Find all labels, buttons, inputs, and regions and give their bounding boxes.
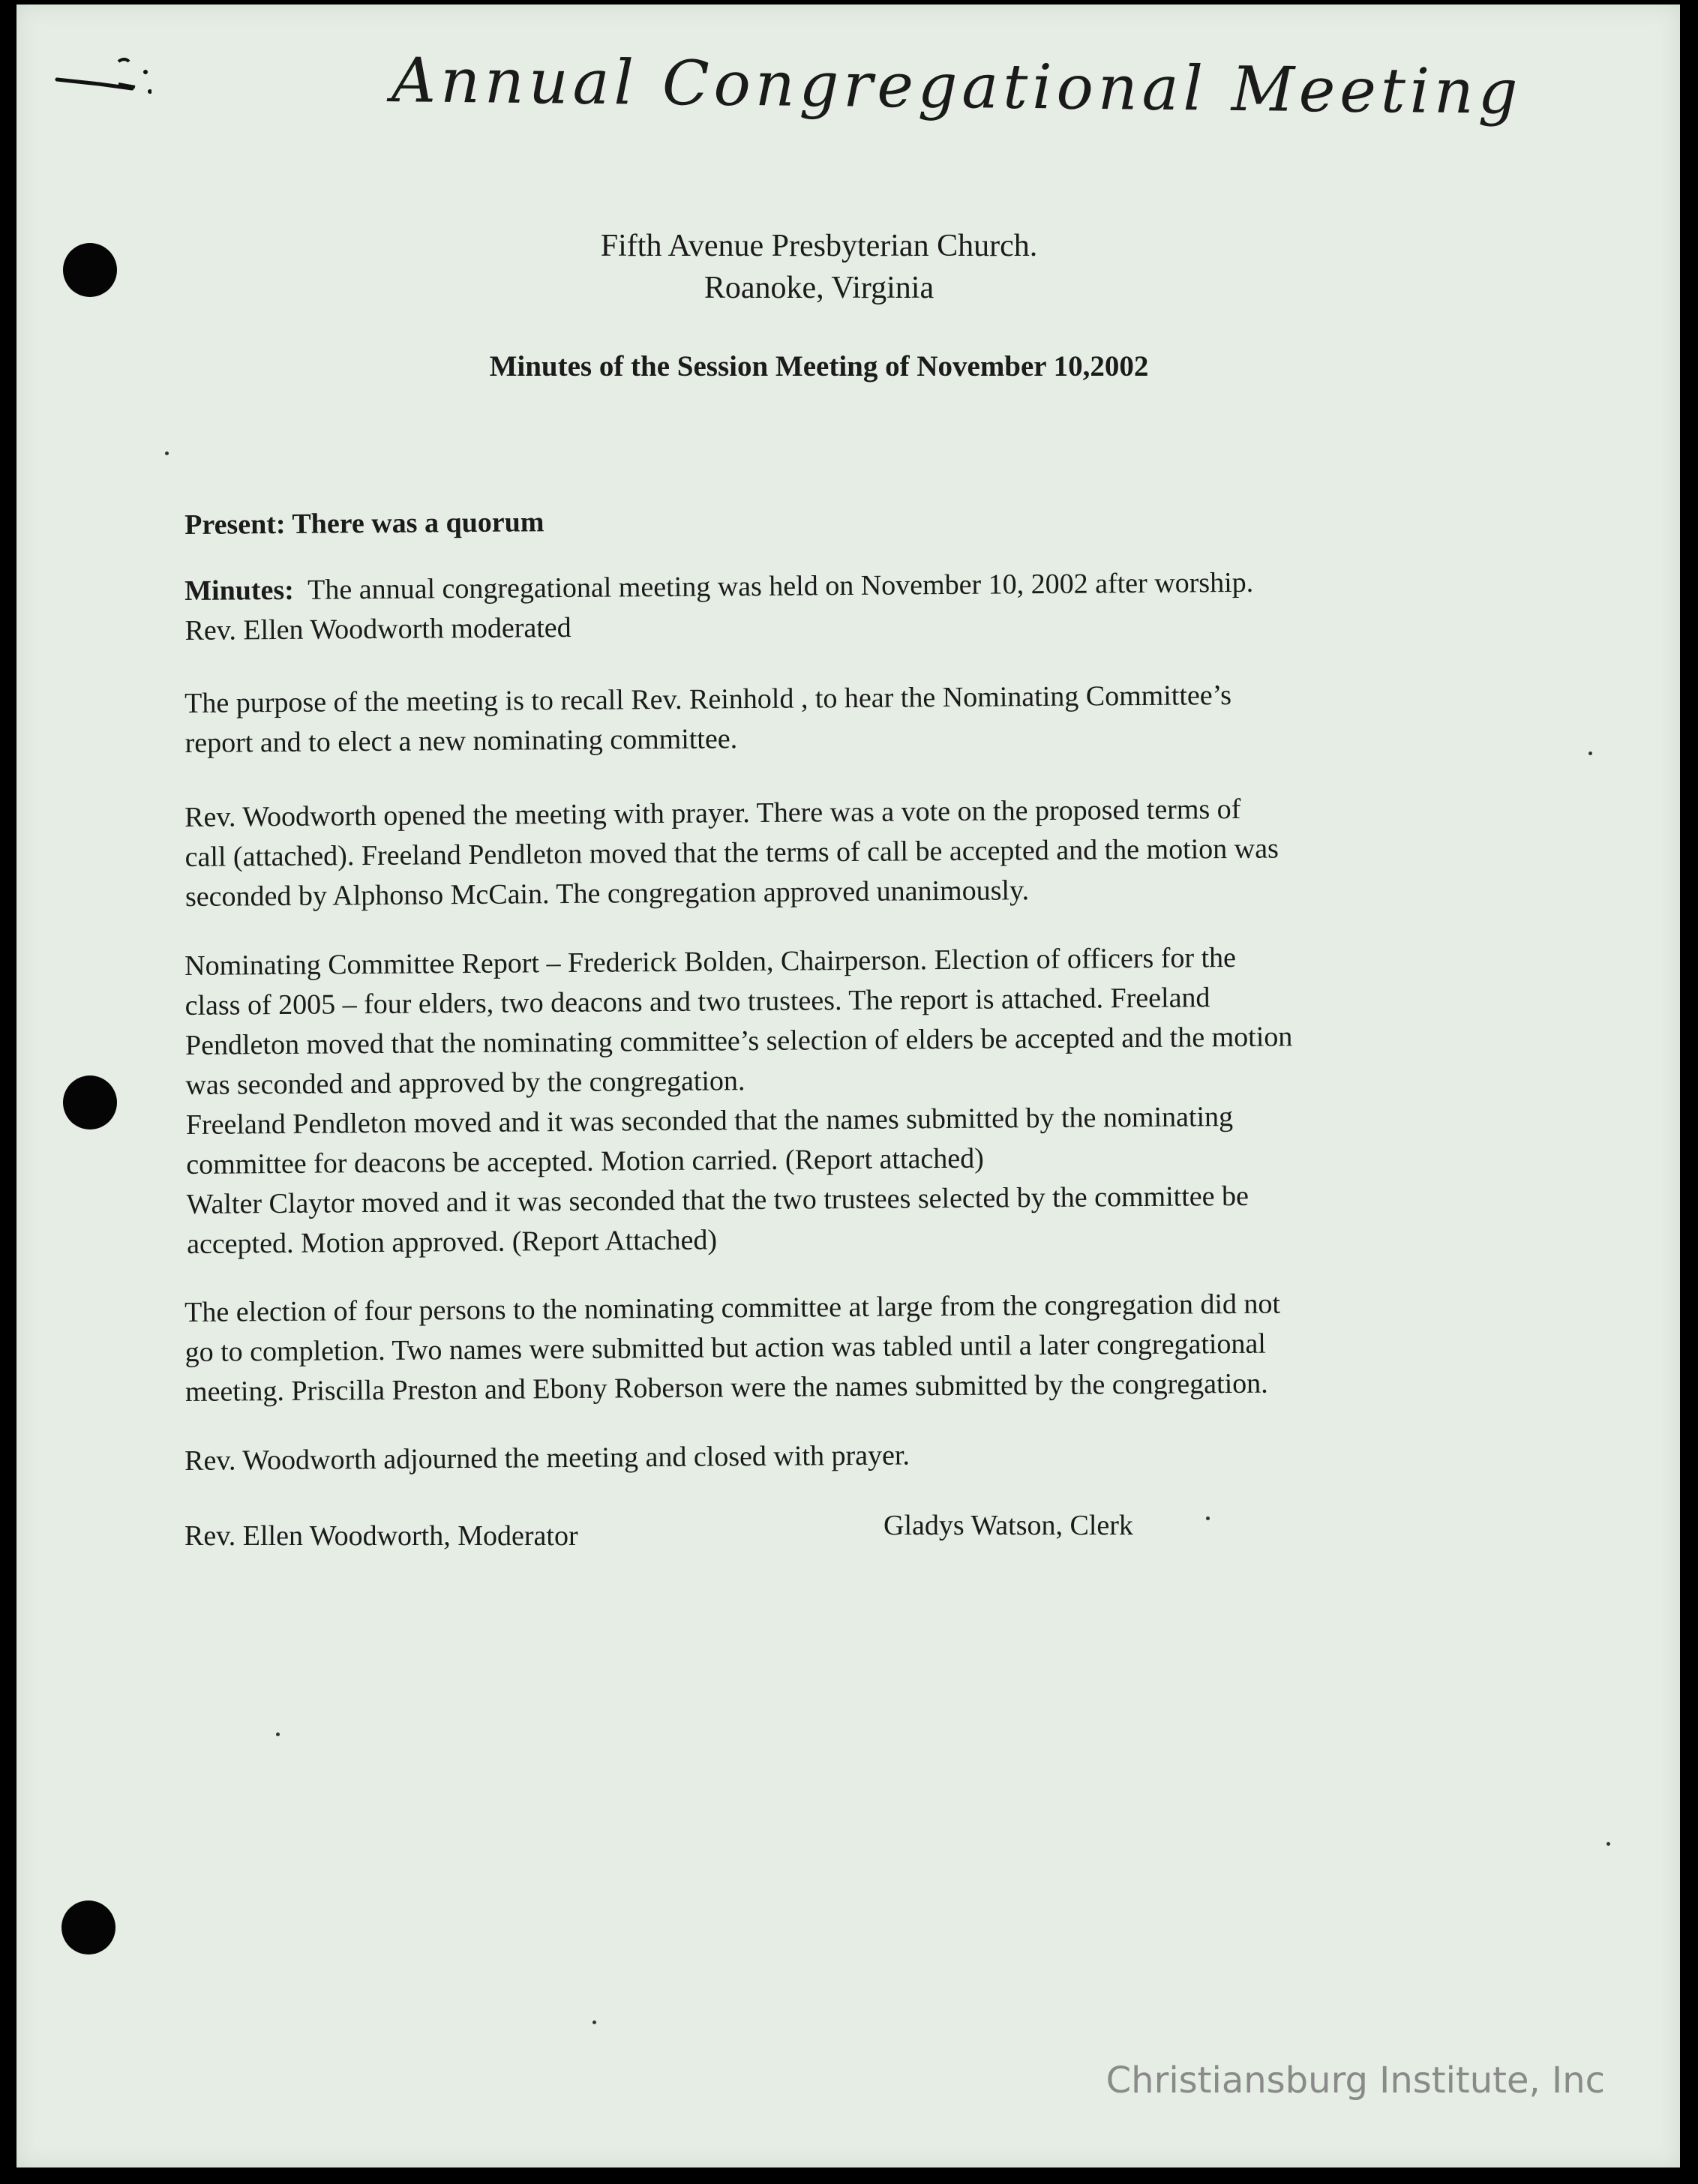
speck	[276, 1732, 280, 1736]
nominating-line-7: Walter Claytor moved and it was seconded that the two trustees selected by the committee be	[186, 1180, 1250, 1220]
minutes-text: The annual congregational meeting was held on November 10, 2002 after worship.	[308, 566, 1254, 606]
election-line-1: The election of four persons to the nominating committee at large from the congregation did not	[184, 1288, 1281, 1328]
nominating-line-8: accepted. Motion approved. (Report Attached)	[186, 1224, 718, 1260]
pen-mark-icon	[54, 50, 152, 102]
nominating-line-2: class of 2005 – four elders, two deacons and two trustees. The report is attached. Freeland	[184, 982, 1210, 1022]
document-page	[16, 4, 1680, 2168]
speck	[165, 452, 169, 455]
minutes-line-2: Rev. Ellen Woodworth moderated	[184, 611, 572, 646]
purpose-line-1: The purpose of the meeting is to recall Rev. Reinhold , to hear the Nominating Committee’s	[184, 680, 1232, 719]
handwritten-title: Annual Congregational Meeting	[391, 45, 1522, 128]
nominating-line-4: was seconded and approved by the congregation.	[185, 1065, 746, 1101]
minutes-paragraph	[184, 562, 1468, 651]
election-line-3: meeting. Priscilla Preston and Ebony Roberson were the names submitted by the congregation.	[184, 1367, 1268, 1408]
speck	[592, 2020, 596, 2024]
present-statement: Present: There was a quorum	[184, 506, 544, 541]
purpose-line-2: report and to elect a new nominating committee.	[184, 723, 738, 759]
nominating-line-1: Nominating Committee Report – Frederick Bolden, Chairperson. Election of officers for the	[184, 941, 1237, 982]
moderator-signature: Rev. Ellen Woodworth, Moderator	[184, 1520, 578, 1552]
election-line-2: go to completion. Two names were submitted but action was tabled until a later congregational	[184, 1328, 1267, 1368]
purpose-paragraph	[184, 674, 1468, 764]
watermark: Christiansburg Institute, Inc	[1106, 2060, 1605, 2102]
opening-paragraph	[184, 788, 1468, 917]
election-paragraph	[184, 1283, 1468, 1412]
adjournment-statement: Rev. Woodworth adjourned the meeting and closed with prayer.	[184, 1439, 910, 1477]
speck	[1206, 1516, 1210, 1520]
page-title: Minutes of the Session Meeting of November 10,2002	[489, 350, 1149, 382]
opening-line-3: seconded by Alphonso McCain. The congregation approved unanimously.	[184, 874, 1030, 913]
clerk-signature: Gladys Watson, Clerk	[884, 1510, 1133, 1541]
punch-hole-middle	[63, 1076, 117, 1130]
minutes-label: Minutes:	[184, 574, 295, 607]
speck	[1588, 752, 1592, 755]
nominating-paragraph	[184, 937, 1469, 1264]
nominating-line-3: Pendleton moved that the nominating committee’s selection of elders be accepted and the motion	[184, 1021, 1293, 1061]
church-city: Roanoke, Virginia	[704, 271, 934, 305]
opening-line-1: Rev. Woodworth opened the meeting with prayer. There was a vote on the proposed terms of	[184, 793, 1241, 833]
nominating-line-6: committee for deacons be accepted. Motion carried. (Report attached)	[186, 1142, 984, 1180]
church-name: Fifth Avenue Presbyterian Church.	[600, 229, 1038, 263]
punch-hole-bottom	[62, 1900, 116, 1954]
nominating-line-5: Freeland Pendleton moved and it was seconded that the names submitted by the nominating	[185, 1101, 1234, 1141]
speck	[1606, 1842, 1610, 1846]
opening-line-2: call (attached). Freeland Pendleton moved that the terms of call be accepted and the motion was	[184, 832, 1279, 873]
